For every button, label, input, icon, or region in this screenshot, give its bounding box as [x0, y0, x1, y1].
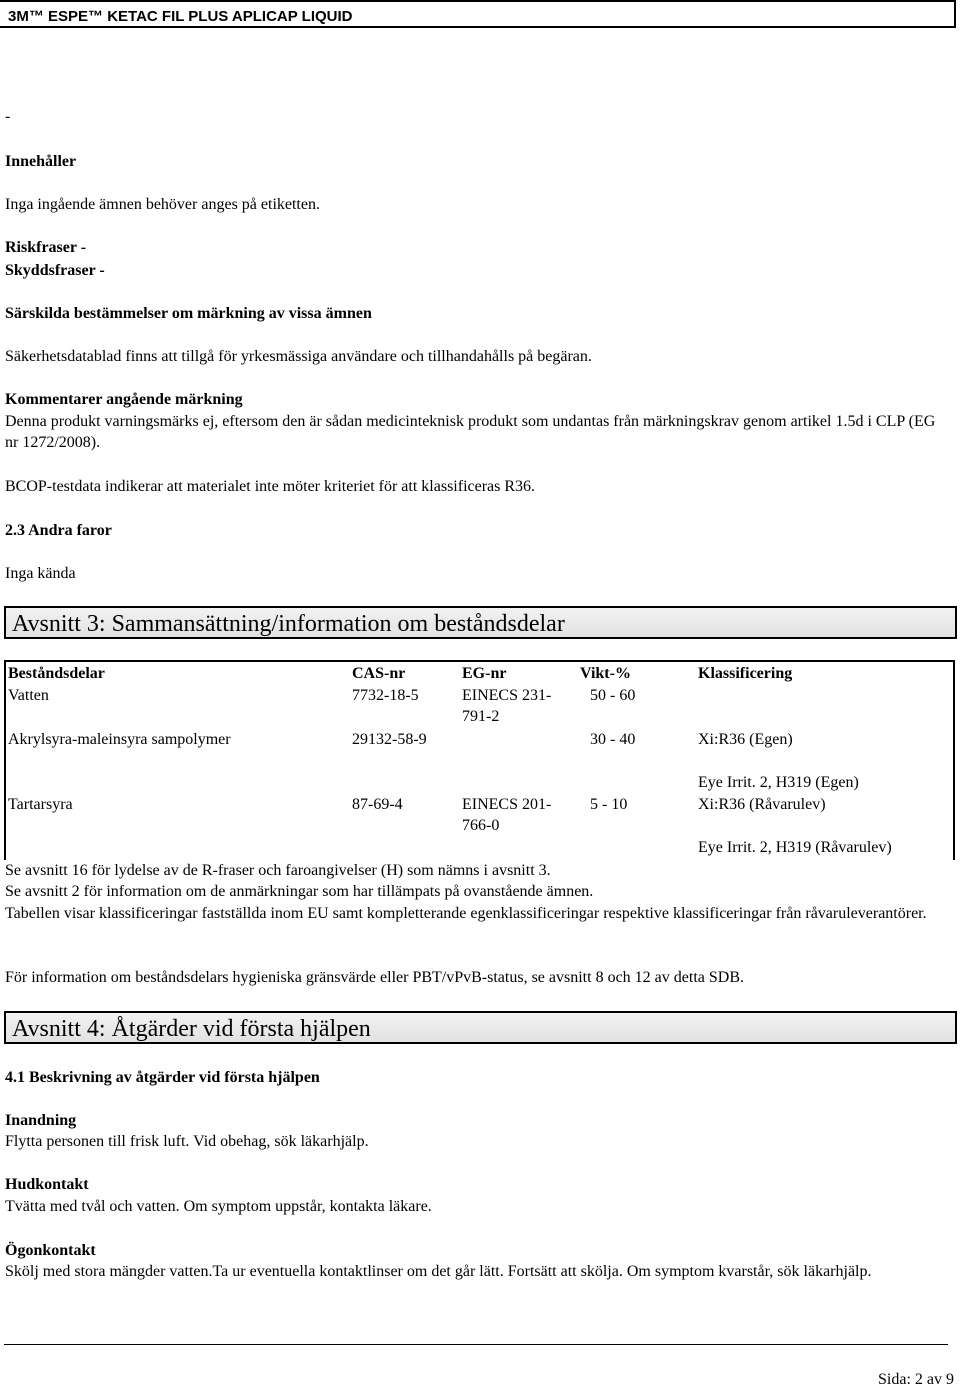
special-provisions-text: Säkerhetsdatablad finns att tillgå för yrkesmässiga användare och tillhandahålls på begäran. [5, 348, 592, 365]
header-weight: Vikt-% [580, 665, 631, 682]
labelling-comments-text: Denna produkt varningsmärks ej, eftersom den är sådan medicinteknisk produkt som undantas från märkningskrav genom artikel 1.5d i CLP (EG nr 1272/2008). [5, 413, 936, 451]
row-ec: EINECS 231-791-2 [462, 687, 552, 725]
header-classification: Klassificering [698, 665, 793, 682]
eye-contact-heading: Ögonkontakt [5, 1242, 96, 1259]
row-classification-ghs: Eye Irrit. 2, H319 (Egen) [698, 774, 859, 791]
labelling-comments-heading: Kommentarer angående märkning [5, 391, 243, 408]
row-ec: EINECS 201-766-0 [462, 796, 552, 834]
header-cas: CAS-nr [352, 665, 406, 682]
contains-text: Inga ingående ämnen behöver anges på etiketten. [5, 196, 320, 213]
bcop-text: BCOP-testdata indikerar att materialet inte möter kriteriet för att klassificeras R36. [5, 478, 536, 495]
row-classification: Xi:R36 (Egen) [698, 731, 793, 748]
page-number: Sida: 2 av 9 [878, 1371, 954, 1388]
header-ingredient: Beståndsdelar [8, 665, 105, 682]
eye-contact-text: Skölj med stora mängder vatten.Ta ur eventuella kontaktlinser om det går lätt. Fortsätt att skölja. Om symptom kvarstår, sök läkarhjälp. [5, 1263, 872, 1280]
row-classification: Xi:R36 (Råvarulev) [698, 796, 826, 813]
row-weight: 30 - 40 [590, 731, 636, 748]
section-4-banner [4, 1011, 957, 1044]
row-ingredient: Vatten [8, 687, 49, 704]
note-exposure-limits: För information om beståndsdelars hygieniska gränsvärde eller PBT/vPvB-status, se avsnitt 8 och 12 av detta SDB. [5, 969, 744, 986]
row-classification-ghs: Eye Irrit. 2, H319 (Råvarulev) [698, 839, 892, 856]
row-cas: 7732-18-5 [352, 687, 419, 704]
dash-text: - [5, 108, 11, 125]
note-section-2: Se avsnitt 2 för information om de anmärkningar som har tillämpats på ovanstående ämnen. [5, 883, 594, 900]
table-right-border [953, 660, 955, 860]
footer-rule [4, 1344, 948, 1345]
section-3-title: Avsnitt 3: Sammansättning/information om beståndsdelar [12, 611, 565, 637]
contains-heading: Innehåller [5, 153, 77, 170]
table-top-border [4, 660, 955, 662]
table-left-border [4, 660, 6, 860]
section-4-title: Avsnitt 4: Åtgärder vid första hjälpen [12, 1016, 371, 1042]
other-hazards-heading: 2.3 Andra faror [5, 522, 112, 539]
row-cas: 87-69-4 [352, 796, 403, 813]
product-name: 3M™ ESPE™ KETAC FIL PLUS APLICAP LIQUID [8, 8, 353, 25]
composition-table [4, 660, 955, 860]
row-ingredient: Tartarsyra [8, 796, 73, 813]
risk-phrases: Riskfraser - [5, 239, 87, 256]
inhalation-heading: Inandning [5, 1112, 77, 1129]
product-header [0, 0, 956, 28]
safety-phrases: Skyddsfraser - [5, 262, 105, 279]
note-section-16: Se avsnitt 16 för lydelse av de R-fraser och faroangivelser (H) som nämns i avsnitt 3. [5, 862, 551, 879]
other-hazards-text: Inga kända [5, 565, 76, 582]
row-cas: 29132-58-9 [352, 731, 427, 748]
row-weight: 5 - 10 [590, 796, 628, 813]
row-weight: 50 - 60 [590, 687, 636, 704]
special-provisions-heading: Särskilda bestämmelser om märkning av vissa ämnen [5, 305, 372, 322]
section-3-banner [4, 606, 957, 639]
row-ingredient: Akrylsyra-maleinsyra sampolymer [8, 731, 231, 748]
note-classifications: Tabellen visar klassificeringar fastställda inom EU samt kompletterande egenklassificeringar respektive klassificeringar från råvaruleverantörer. [5, 905, 927, 922]
header-ec: EG-nr [462, 665, 507, 682]
first-aid-subheading: 4.1 Beskrivning av åtgärder vid första hjälpen [5, 1069, 320, 1086]
skin-contact-text: Tvätta med tvål och vatten. Om symptom uppstår, kontakta läkare. [5, 1198, 432, 1215]
skin-contact-heading: Hudkontakt [5, 1176, 89, 1193]
inhalation-text: Flytta personen till frisk luft. Vid obehag, sök läkarhjälp. [5, 1133, 369, 1150]
